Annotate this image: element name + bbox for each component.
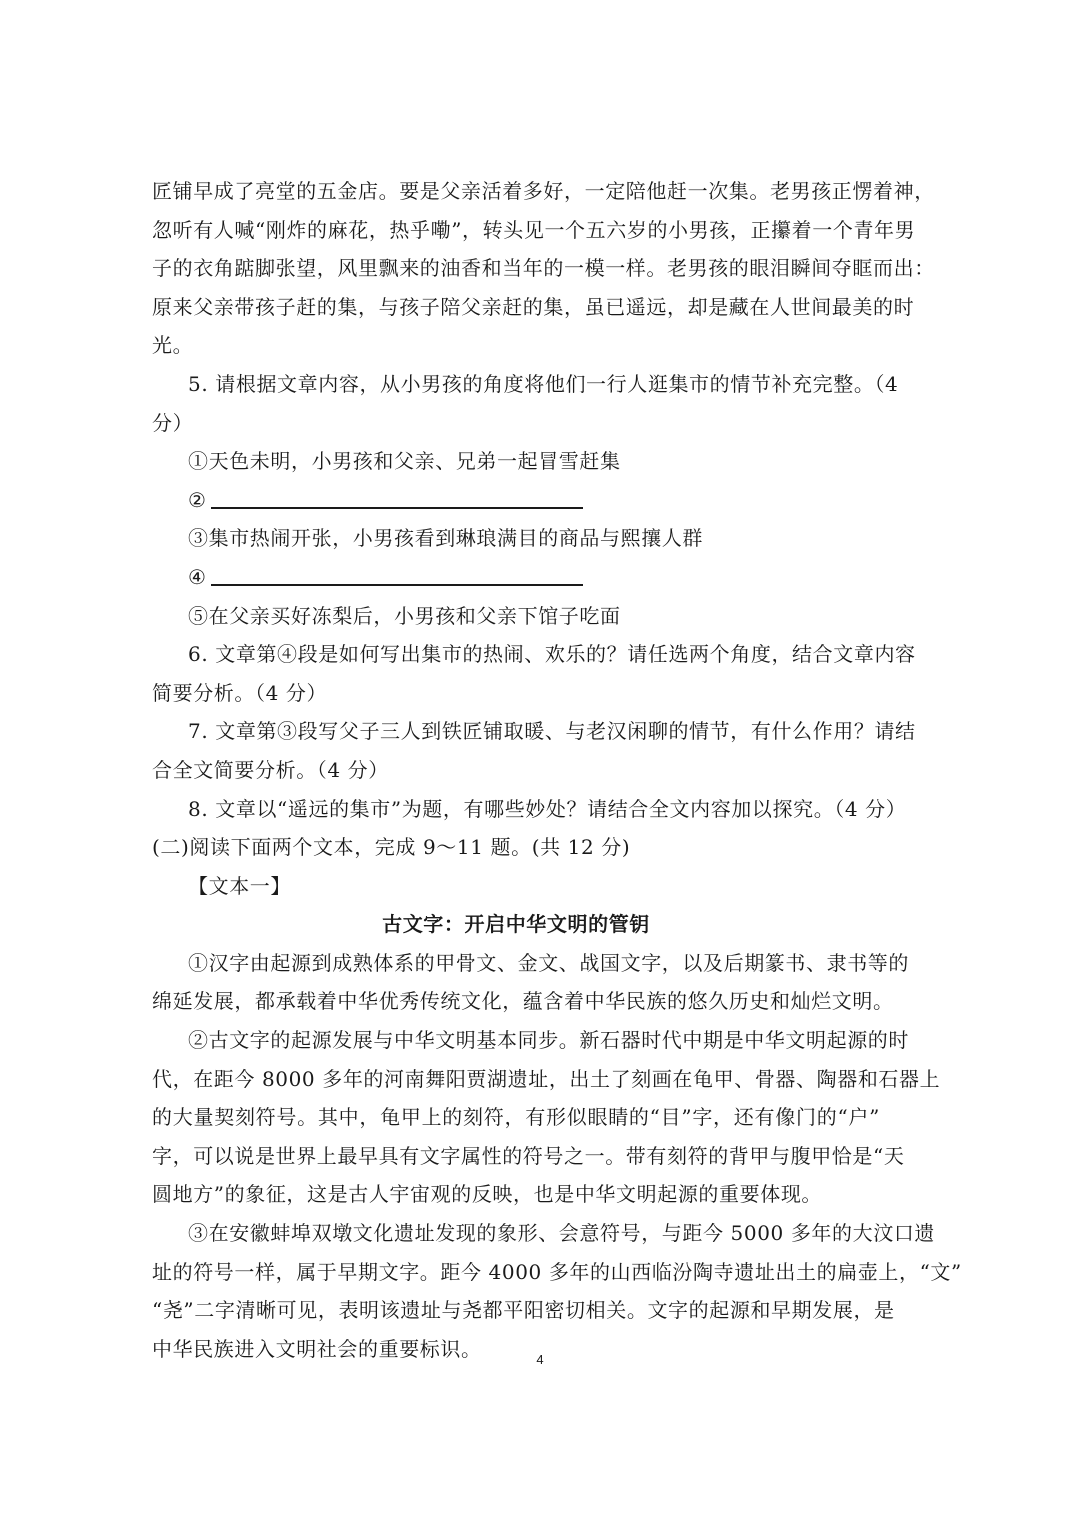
document-page [152,172,962,1368]
question-6-cont: 简要分析。（4 分） [152,680,328,705]
story-line: 子的衣角踮脚张望，风里飘来的油香和当年的一模一样。老男孩的眼泪瞬间夺眶而出： [152,256,935,281]
plot-item-4 [152,558,880,597]
paragraph-1-line: ①汉字由起源到成熟体系的甲骨文、金文、战国文字，以及后期篆书、隶书等的 [188,950,909,975]
paragraph-2-line: ②古文字的起源发展与中华文明基本同步。新石器时代中期是中华文明起源的时 [188,1028,909,1053]
plot-item-2-marker: ② [188,487,207,512]
paragraph-2-line: 的大量契刻符号。其中，龟甲上的刻符，有形似眼睛的“目”字，还有像门的“户” [152,1105,880,1130]
plot-item-4-marker: ④ [188,564,207,589]
paragraph-2-line: 字，可以说是世界上最早具有文字属性的符号之一。带有刻符的背甲与腹甲恰是“天 [152,1143,905,1168]
paragraph-3-line: 中华民族进入文明社会的重要标识。 [152,1336,482,1361]
answer-blank-4[interactable] [211,560,583,586]
paragraph-1-line: 绵延发展，都承载着中华优秀传统文化，蕴含着中华民族的悠久历史和灿烂文明。 [152,989,894,1014]
plot-item-3: ③集市热闹开张，小男孩看到琳琅满目的商品与熙攘人群 [188,526,703,551]
story-line: 匠铺早成了亮堂的五金店。要是父亲活着多好，一定陪他赶一次集。老男孩正愣着神， [152,179,935,203]
question-5-cont: 分） [152,410,194,435]
question-7: 7. 文章第③段写父子三人到铁匠铺取暖、与老汉闲聊的情节，有什么作用？请结 [188,719,916,744]
question-7-cont: 合全文简要分析。（4 分） [152,757,389,782]
question-6: 6. 文章第④段是如何写出集市的热闹、欢乐的？请任选两个角度，结合文章内容 [188,642,916,667]
paragraph-2-line: 代，在距今 8000 多年的河南舞阳贾湖遗址，出土了刻画在龟甲、骨器、陶器和石器上 [152,1066,941,1091]
article-title: 古文字：开启中华文明的管钥 [382,912,650,937]
answer-blank-2[interactable] [211,483,583,509]
story-line: 光。 [152,333,194,358]
question-5: 5. 请根据文章内容，从小男孩的角度将他们一行人逛集市的情节补充完整。（4 [188,371,899,396]
plot-item-5: ⑤在父亲买好冻梨后，小男孩和父亲下馆子吃面 [188,603,621,628]
story-line: 忽听有人喊“刚炸的麻花，热乎嘞”，转头见一个五六岁的小男孩，正攥着一个青年男 [152,217,916,242]
story-line: 原来父亲带孩子赶的集，与孩子陪父亲赶的集，虽已遥远，却是藏在人世间最美的时 [152,294,915,319]
page-number: 4 [536,1352,544,1367]
paragraph-3-line: “尧”二字清晰可见，表明该遗址与尧都平阳密切相关。文字的起源和早期发展，是 [152,1298,895,1323]
paragraph-2-line: 圆地方”的象征，这是古人宇宙观的反映，也是中华文明起源的重要体现。 [152,1182,823,1207]
text-1-label: 【文本一】 [188,873,291,898]
plot-item-2 [152,481,880,520]
paragraph-3-line: 址的符号一样，属于早期文字。距今 4000 多年的山西临汾陶寺遗址出土的扁壶上，“文” [152,1259,962,1284]
paragraph-3-line: ③在安徽蚌埠双墩文化遗址发现的象形、会意符号，与距今 5000 多年的大汶口遗 [188,1221,936,1246]
question-8: 8. 文章以“遥远的集市”为题，有哪些妙处？请结合全文内容加以探究。（4 分） [188,796,907,821]
section-2-header: (二)阅读下面两个文本，完成 9～11 题。(共 12 分) [152,835,631,860]
plot-item-1: ①天色未明，小男孩和父亲、兄弟一起冒雪赶集 [188,449,621,474]
